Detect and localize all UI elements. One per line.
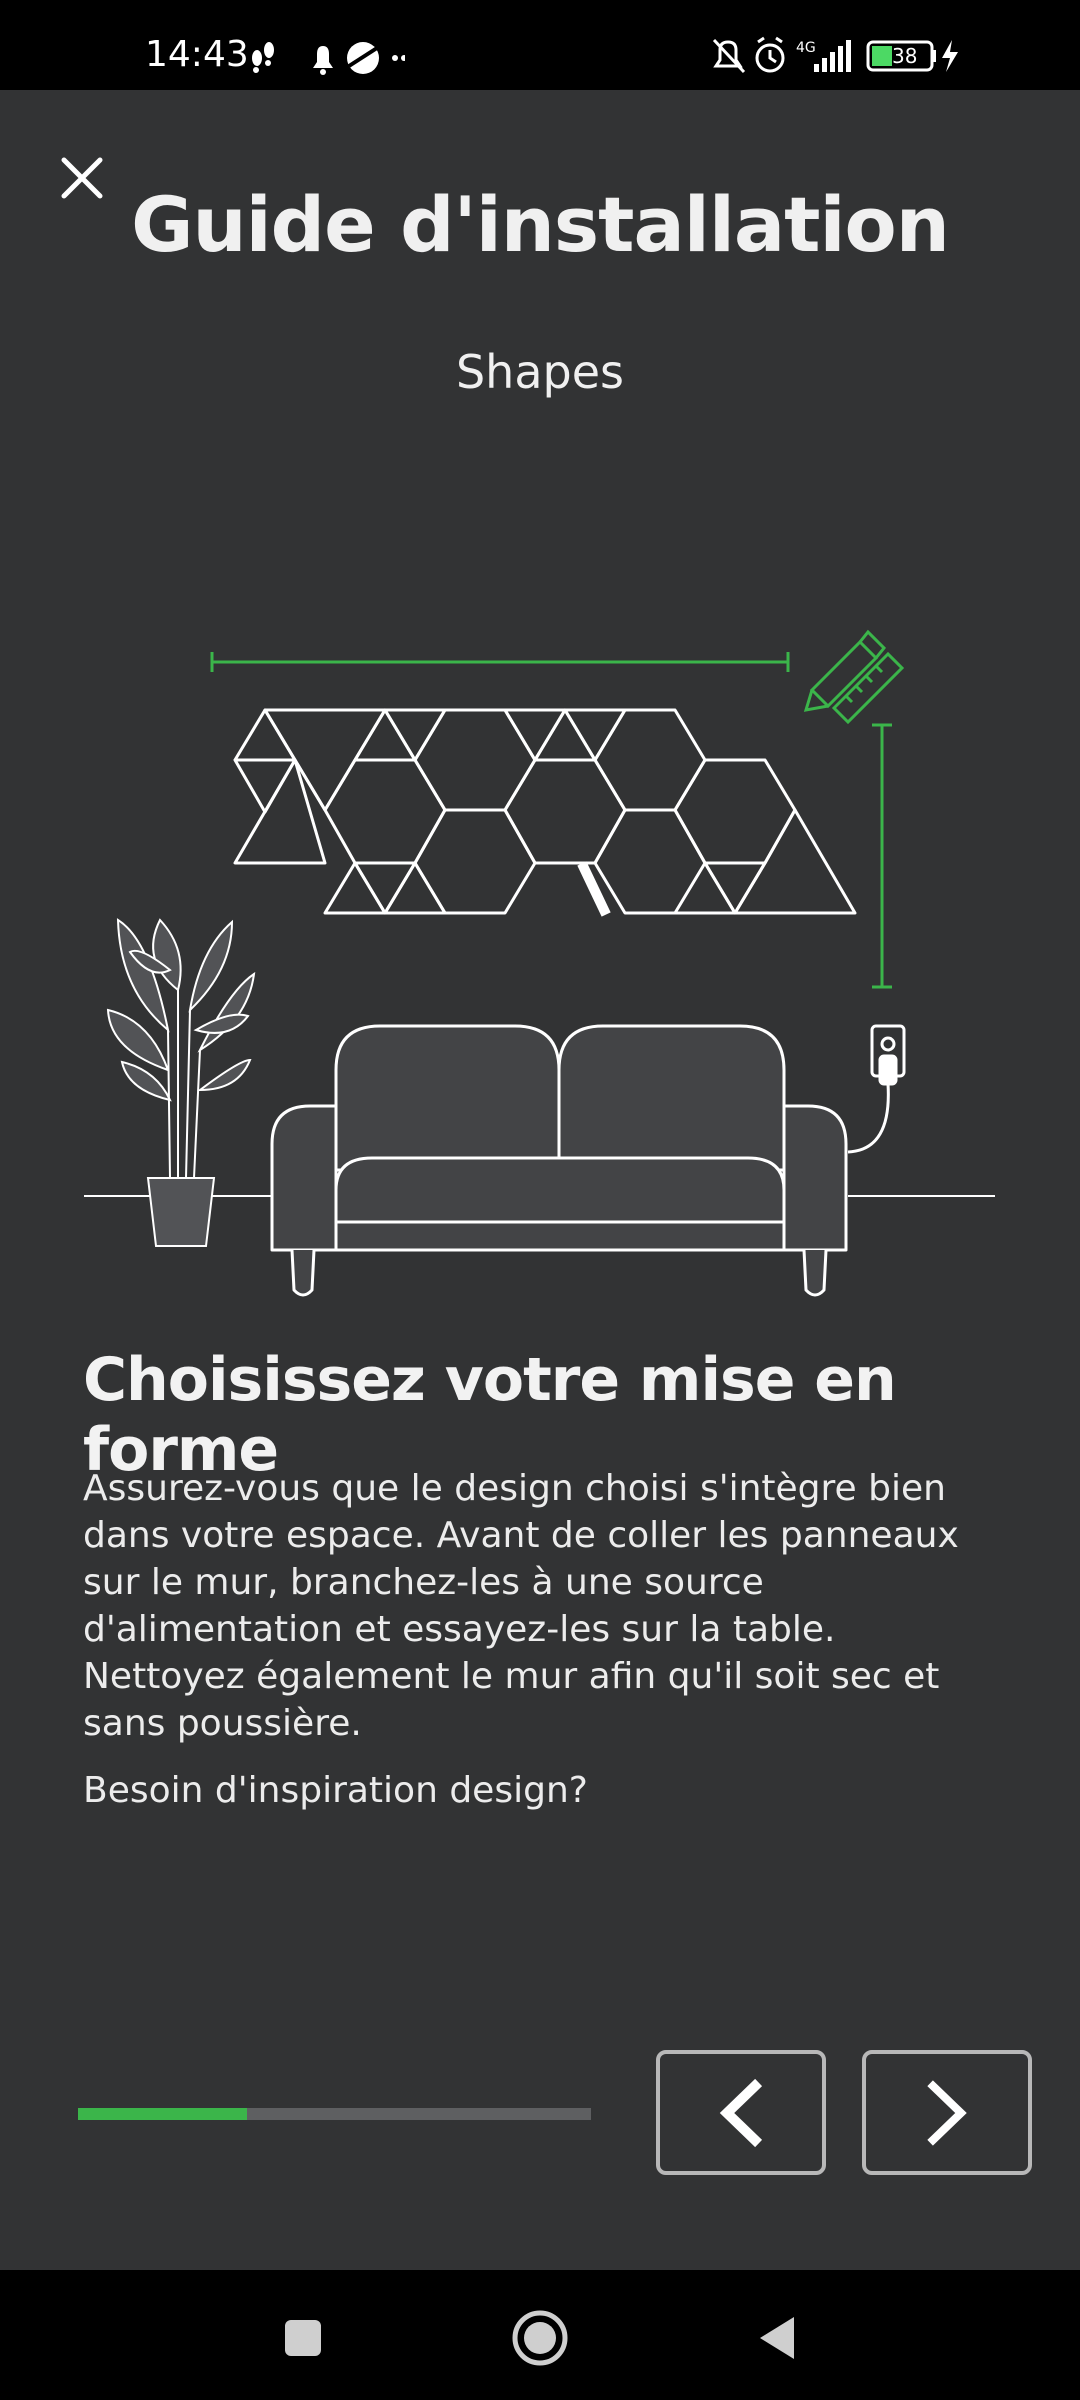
home-button[interactable]	[500, 2298, 580, 2378]
charging-icon	[942, 40, 958, 72]
home-icon	[510, 2308, 570, 2368]
progress-fill	[78, 2108, 247, 2120]
recents-icon	[281, 2316, 325, 2360]
system-navigation-bar	[0, 2270, 1080, 2400]
sofa-icon	[272, 1026, 846, 1295]
notification-bell-icon	[313, 46, 333, 75]
app-status-icon	[347, 42, 379, 74]
status-time: 14:43	[145, 34, 249, 75]
page-title: Guide d'installation	[131, 180, 949, 269]
recents-button[interactable]	[263, 2298, 343, 2378]
shapes-panels	[235, 710, 855, 913]
step-heading: Choisissez votre mise en forme	[83, 1345, 896, 1485]
status-left-icons	[245, 36, 405, 84]
muted-bell-icon	[714, 40, 744, 72]
chevron-left-icon	[711, 2078, 771, 2148]
footsteps-icon	[252, 42, 274, 73]
design-inspiration-link[interactable]: Besoin d'inspiration design?	[83, 1770, 588, 1811]
progress-bar	[78, 2108, 591, 2120]
next-button[interactable]	[862, 2050, 1032, 2175]
network-type: 4G	[796, 40, 816, 56]
power-outlet-icon	[848, 1026, 904, 1152]
battery-icon	[868, 42, 936, 70]
app-screen	[0, 90, 1080, 2270]
back-button[interactable]	[737, 2298, 817, 2378]
page-subtitle: Shapes	[455, 345, 624, 399]
step-body: Assurez-vous que le design choisi s'intègre bien dans votre espace. Avant de coller les panneaux sur le mur, branchez-les à une source d'alimentation et essayez-les sur la table. Nettoyez également le mur afin qu'il soit sec et sans poussière.	[83, 1468, 959, 1744]
plant-icon	[108, 920, 254, 1246]
status-bar	[0, 0, 1080, 90]
back-icon	[752, 2313, 802, 2363]
chevron-right-icon	[917, 2078, 977, 2148]
height-measure-line	[872, 725, 892, 987]
signal-icon	[814, 40, 851, 72]
more-dot-icon	[392, 55, 398, 61]
battery-level: 38	[892, 44, 918, 68]
previous-button[interactable]	[656, 2050, 826, 2175]
alarm-icon	[757, 38, 783, 71]
pencil-ruler-icon	[806, 632, 902, 722]
width-measure-line	[212, 652, 788, 672]
status-right-icons	[710, 34, 1010, 82]
installation-illustration	[0, 510, 1080, 1350]
